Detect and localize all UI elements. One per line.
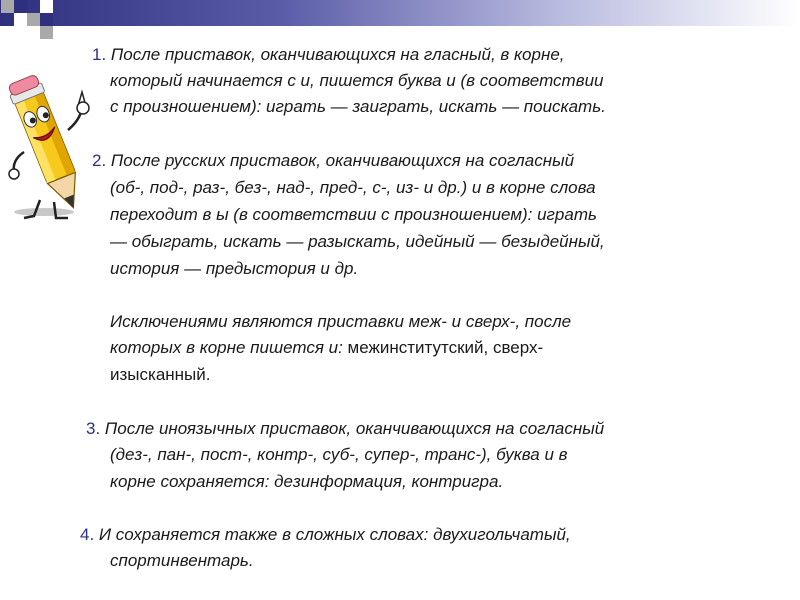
paragraph-1-line-3: с произношением): играть — заиграть, искать — поискать.	[110, 97, 606, 116]
exceptions-line-2: которых в корне пишется и: межинститутский, сверх-	[110, 338, 544, 357]
paragraph-2-line-2: (об-, под-, раз-, без-, над-, пред-, с-, из- и др.) и в корне слова	[110, 178, 596, 197]
exceptions-line-1: Исключениями являются приставки меж- и сверх-, после	[110, 312, 572, 331]
paragraph-1-line-1: 1. После приставок, оканчивающихся на гласный, в корне,	[92, 45, 565, 64]
paragraph-3-line-1: 3. После иноязычных приставок, оканчивающихся на согласный	[86, 419, 605, 438]
paragraph-2-line-5: история — предыстория и др.	[110, 259, 359, 278]
paragraph-2-line-4: — обыграть, искать — разыскать, идейный — безыдейный,	[110, 232, 605, 251]
paragraph-4-number: 4.	[80, 525, 95, 544]
paragraph-1-line-2: который начинается с и, пишется буква и (в соответствии	[110, 71, 604, 90]
paragraph-3-number: 3.	[86, 419, 101, 438]
paragraph-4-line-1: 4. И сохраняется также в сложных словах: двухигольчатый,	[80, 525, 571, 544]
paragraph-2-line-3: переходит в ы (в соответствии с произношением): играть	[110, 205, 597, 224]
paragraph-2-number: 2.	[92, 151, 107, 170]
paragraph-2-line-1: 2. После русских приставок, оканчивающихся на согласный	[92, 151, 575, 170]
paragraph-4-line-2: спортинвентарь.	[110, 551, 254, 570]
paragraph-1-number: 1.	[92, 45, 107, 64]
paragraph-3-line-3: корне сохраняется: дезинформация, контригра.	[110, 472, 504, 491]
exceptions-line-3: изысканный.	[110, 365, 211, 384]
paragraph-3-line-2: (дез-, пан-, пост-, контр-, суб-, супер-, транс-), буква и в	[110, 445, 568, 464]
exceptions-example-1: межинститутский, сверх-	[347, 338, 544, 357]
